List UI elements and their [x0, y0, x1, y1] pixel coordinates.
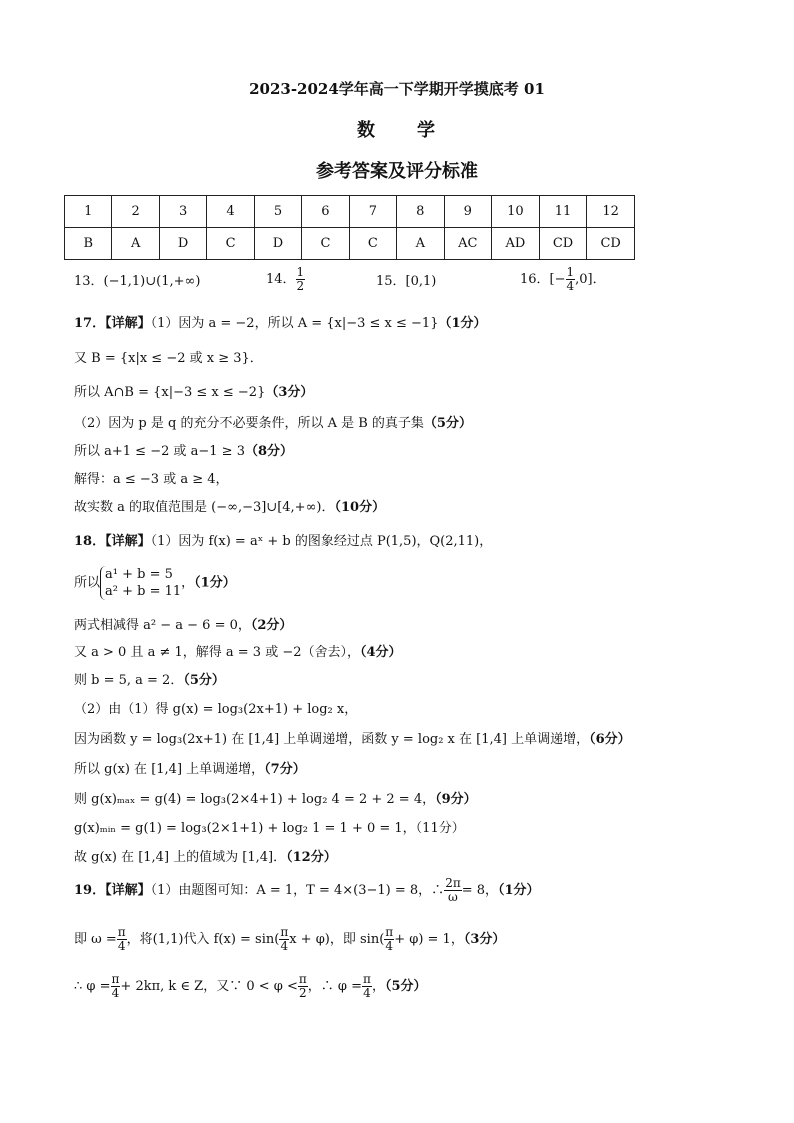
q18-system-prefix: 所以 — [74, 575, 101, 591]
q17-score-5: （8分） — [244, 444, 294, 459]
q19-fraction-6-numerator: π — [298, 972, 307, 986]
q19-text-2a: 即 ω = — [74, 932, 117, 947]
q18-text-9: 则 g(x)ₘₐₓ = g(4) = log₃(2×4+1) + log₂ 4 = 2 + 2 = 4， — [74, 792, 436, 807]
answer-key-subtitle: 参考答案及评分标准 — [316, 161, 478, 182]
subject-char-2: 学 — [417, 120, 437, 141]
answer-cell: D — [159, 228, 206, 260]
q18-line-3 — [74, 618, 292, 634]
q18-score-5: （5分） — [183, 673, 225, 688]
question-number-cell: 2 — [112, 196, 159, 228]
answer-cell: B — [65, 228, 112, 260]
q18-text-3: 两式相减得 a² − a − 6 = 0， — [74, 618, 251, 633]
q17-line-3 — [74, 385, 313, 401]
answer-cell: AD — [492, 228, 540, 260]
q17-text-3: 所以 A∩B = {x|−3 ≤ x ≤ −2} — [74, 385, 266, 400]
q19-fraction-6-denominator: 2 — [299, 986, 307, 1000]
q18-equation-2: a² + b = 11 — [105, 584, 182, 599]
q18-score-sys: （1分） — [194, 575, 236, 591]
q19-fraction-7-numerator: π — [363, 972, 371, 986]
question-number-cell: 9 — [444, 196, 492, 228]
q19-text-3a: ∴ φ = — [74, 979, 111, 994]
q16-number: 16． — [520, 272, 550, 287]
q18-line-8 — [74, 762, 306, 778]
q19-fraction-2-numerator: π — [117, 925, 126, 939]
q17-score-1: （1分） — [438, 316, 487, 331]
q17-score-7: （10分） — [334, 500, 386, 515]
q19-fraction-3-denominator: 4 — [280, 939, 289, 953]
q19-fraction-5-denominator: 4 — [111, 986, 120, 1000]
q19-text-2d: + φ) = 1， — [394, 932, 464, 947]
q19-text-1b: = 8， — [461, 883, 499, 898]
q17-text-5: 所以 a+1 ≤ −2 或 a−1 ≥ 3 — [74, 444, 245, 459]
q16-denominator: 4 — [566, 279, 575, 293]
q17-line-2: 又 B = {x|x ≤ −2 或 x ≥ 3}． — [74, 351, 263, 366]
q19-line-1 — [74, 876, 540, 906]
q18-score-8: （7分） — [264, 762, 306, 777]
answer-14 — [266, 266, 305, 293]
q19-text-3d: ， — [371, 979, 385, 994]
q19-fraction-3 — [279, 926, 289, 953]
q18-text-4: 又 a > 0 且 a ≠ 1，解得 a = 3 或 −2（舍去）， — [74, 645, 360, 660]
q13-answer: (−1,1)∪(1,+∞) — [103, 274, 201, 289]
q19-fraction-5-numerator: π — [111, 972, 120, 986]
question-number-cell: 12 — [587, 196, 635, 228]
q18-text-11: 故 g(x) 在 [1,4] 上的值域为 [1,4]． — [74, 850, 287, 865]
answer-16 — [520, 266, 606, 293]
answer-cell: CD — [539, 228, 587, 260]
q18-line-9 — [74, 792, 477, 808]
q17-line-4 — [74, 416, 472, 432]
q19-fraction-4-numerator: π — [385, 925, 394, 939]
answer-15 — [376, 274, 436, 290]
q16-numerator: 1 — [566, 265, 575, 279]
q18-score-4: （4分） — [360, 645, 402, 660]
q19-fraction-1-denominator: ω — [448, 890, 458, 904]
q18-text-7: 因为函数 y = log₃(2x+1) 在 [1,4] 上单调递增，函数 y = log₂ x 在 [1,4] 上单调递增， — [74, 732, 590, 747]
answer-table-number-row — [65, 196, 635, 228]
q15-number: 15． — [376, 274, 406, 289]
q17-heading: 17．【详解】 — [74, 316, 151, 331]
q18-equation-system — [100, 566, 181, 600]
q18-equation-1: a¹ + b = 5 — [105, 567, 173, 582]
answer-13 — [74, 274, 200, 290]
q16-prefix: [− — [549, 272, 566, 287]
answer-cell: A — [397, 228, 444, 260]
answer-cell: D — [254, 228, 301, 260]
q19-score-2: （3分） — [463, 932, 506, 947]
q19-text-2c: x + φ)，即 sin( — [289, 932, 385, 947]
q14-denominator: 2 — [296, 279, 305, 293]
q18-score-11: （12分） — [286, 850, 337, 865]
exam-title: 2023-2024学年高一下学期开学摸底考 01 — [249, 80, 545, 98]
q18-line-11 — [74, 850, 337, 866]
q19-text-3c: ，∴ φ = — [307, 979, 363, 994]
answer-cell: AC — [444, 228, 492, 260]
q17-text-4: （2）因为 p 是 q 的充分不必要条件，所以 A 是 B 的真子集 — [74, 416, 424, 431]
q18-line-6: （2）由（1）得 g(x) = log₃(2x+1) + log₂ x， — [74, 702, 358, 717]
q17-line-5 — [74, 444, 293, 460]
q15-answer: [0,1) — [405, 274, 437, 289]
q18-line-10: g(x)ₘᵢₙ = g(1) = log₃(2×1+1) + log₂ 1 = 1 + 0 = 1，（11分） — [74, 821, 465, 836]
q18-score-9: （9分） — [435, 792, 477, 807]
q17-line-7 — [74, 500, 385, 516]
q17-text-7: 故实数 a 的取值范围是 (−∞,−3]∪[4,+∞)． — [74, 500, 335, 515]
q19-text-3b: + 2kπ, k ∈ Z，又∵ 0 < φ < — [120, 979, 298, 994]
subject-heading — [0, 116, 794, 142]
q17-score-3: （3分） — [265, 385, 314, 400]
q19-heading: 19．【详解】 — [74, 883, 151, 898]
q19-line-2 — [74, 925, 505, 955]
question-number-cell: 5 — [254, 196, 301, 228]
q18-system-line — [74, 566, 236, 600]
question-number-cell: 4 — [207, 196, 254, 228]
answer-table-answer-row — [65, 228, 635, 260]
q18-score-7: （6分） — [589, 732, 631, 747]
q18-system-comma: ， — [181, 575, 195, 591]
q19-fraction-4 — [384, 926, 394, 953]
q17-line-6: 解得：a ≤ −3 或 a ≥ 4， — [74, 472, 229, 487]
question-number-cell: 1 — [65, 196, 112, 228]
answer-cell: C — [302, 228, 349, 260]
q16-suffix: ,0]． — [575, 272, 606, 287]
question-number-cell: 10 — [492, 196, 540, 228]
q19-fraction-7 — [362, 973, 372, 1000]
q17-score-4: （5分） — [423, 416, 472, 431]
subject-char-1: 数 — [357, 120, 377, 141]
q19-score-1: （1分） — [498, 883, 540, 898]
q18-text-1: （1）因为 f(x) = aˣ + b 的图象经过点 P(1,5)，Q(2,11)， — [150, 534, 493, 549]
q19-fraction-5 — [111, 973, 121, 1000]
q19-fraction-3-numerator: π — [280, 925, 289, 939]
q16-fraction — [566, 266, 576, 293]
q18-heading: 18．【详解】 — [74, 534, 151, 549]
q18-line-1 — [74, 534, 492, 550]
q17-line-1 — [74, 316, 487, 332]
q19-fraction-2-denominator: 4 — [117, 939, 126, 953]
answer-cell: CD — [587, 228, 635, 260]
q19-fraction-4-denominator: 4 — [385, 939, 394, 953]
answer-cell: A — [112, 228, 159, 260]
q17-text-1: （1）因为 a = −2，所以 A = {x|−3 ≤ x ≤ −1} — [150, 316, 439, 331]
question-number-cell: 6 — [302, 196, 349, 228]
q13-number: 13． — [74, 274, 104, 289]
answer-table — [64, 195, 635, 260]
question-number-cell: 7 — [349, 196, 396, 228]
q18-text-5: 则 b = 5, a = 2． — [74, 673, 184, 688]
q14-number: 14． — [266, 272, 296, 287]
q19-line-3 — [74, 972, 427, 1002]
q18-line-7 — [74, 732, 631, 748]
answer-cell: C — [349, 228, 396, 260]
q19-score-3: （5分） — [384, 979, 427, 994]
q14-numerator: 1 — [296, 265, 305, 279]
question-number-cell: 3 — [159, 196, 206, 228]
q19-text-2b: ，将(1,1)代入 f(x) = sin( — [126, 932, 280, 947]
question-number-cell: 8 — [397, 196, 444, 228]
q19-fraction-6 — [298, 973, 308, 1000]
q19-fraction-2 — [117, 926, 127, 953]
q19-fraction-7-denominator: 4 — [363, 986, 371, 1000]
answer-cell: C — [207, 228, 254, 260]
question-number-cell: 11 — [539, 196, 587, 228]
q18-text-8: 所以 g(x) 在 [1,4] 上单调递增， — [74, 762, 265, 777]
q18-line-4 — [74, 645, 402, 661]
q19-text-1a: （1）由题图可知：A = 1，T = 4×(3−1) = 8，∴ — [150, 883, 445, 898]
q18-score-3: （2分） — [250, 618, 293, 633]
q19-fraction-1 — [444, 877, 462, 904]
q14-fraction — [296, 266, 306, 293]
q18-line-5 — [74, 673, 225, 689]
q19-fraction-1-numerator: 2π — [445, 876, 461, 890]
